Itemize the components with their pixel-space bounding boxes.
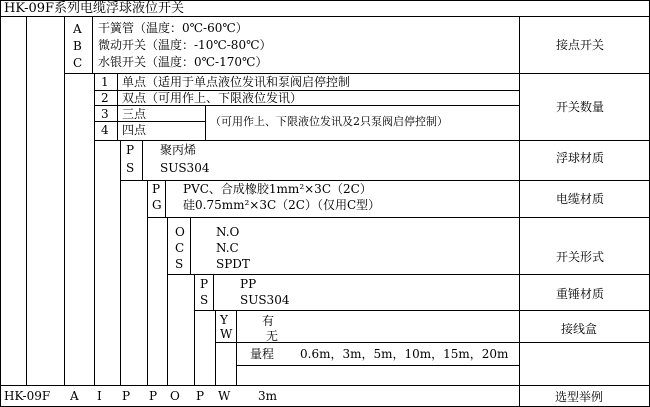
example-model: HK-09F <box>4 389 51 403</box>
box-item-yes: 有 <box>262 314 275 328</box>
count-item-double: 双点（可用作上、下限液位发讯） <box>122 91 303 105</box>
count-item-quad: 四点 <box>122 123 147 137</box>
length-label: 量程 <box>250 347 275 361</box>
weight-code-p: P <box>200 277 209 291</box>
weight-item-pp: PP <box>240 277 257 291</box>
example-code-count: I <box>97 389 102 403</box>
form-label: 开关形式 <box>556 250 605 264</box>
example-code-contact: A <box>70 389 79 403</box>
contact-item-micro: 微动开关（温度：-10℃-80℃） <box>98 38 272 52</box>
float-item-pp: 聚丙烯 <box>160 143 197 157</box>
contact-code-c: C <box>73 56 83 70</box>
weight-item-sus: SUS304 <box>240 293 290 307</box>
form-code-s: S <box>175 257 184 271</box>
box-code-w: W <box>220 327 233 341</box>
example-code-form: O <box>170 389 180 403</box>
contact-label: 接点开关 <box>556 38 605 52</box>
cable-code-g: G <box>152 198 162 212</box>
example-code-cable: P <box>149 389 158 403</box>
float-code-p: P <box>126 143 135 157</box>
box-code-y: Y <box>220 313 228 327</box>
cable-code-p: P <box>152 182 161 196</box>
example-code-weight: P <box>196 389 205 403</box>
count-note: （可用作上、下限液位发讯及2只泵阀启停控制） <box>210 115 448 128</box>
length-values: 0.6m，3m，5m，10m，15m，20m <box>300 347 509 361</box>
example-code-float: P <box>122 389 131 403</box>
contact-code-a: A <box>73 22 82 36</box>
form-item-nc: N.C <box>216 241 239 255</box>
count-item-single: 单点（适用于单点液位发讯和泵阀启停控制 <box>122 75 351 89</box>
contact-item-reed: 干簧管（温度：0℃-60℃） <box>98 21 248 35</box>
float-item-sus: SUS304 <box>160 161 210 175</box>
example-code-length: 3m <box>258 389 278 403</box>
cable-item-silicone: 硅0.75mm²×3C（2C）（仅用C型） <box>183 198 381 212</box>
float-code-s: S <box>126 161 135 175</box>
count-code-1: 1 <box>101 75 109 89</box>
box-item-no: 无 <box>266 329 279 343</box>
example-label: 选型举例 <box>555 390 604 404</box>
count-code-4: 4 <box>101 123 109 137</box>
form-item-spdt: SPDT <box>216 257 250 271</box>
example-code-box: W <box>218 389 231 403</box>
cable-item-pvc: PVC、合成橡胶1mm²×3C（2C） <box>183 182 372 196</box>
count-item-triple: 三点 <box>122 107 147 121</box>
form-code-c: C <box>175 241 185 255</box>
float-label: 浮球材质 <box>556 151 605 165</box>
form-code-o: O <box>175 225 185 239</box>
page-title: HK-09F系列电缆浮球液位开关 <box>4 1 185 16</box>
count-label: 开关数量 <box>556 100 605 114</box>
weight-label: 重锤材质 <box>556 287 605 301</box>
box-label: 接线盒 <box>561 322 598 336</box>
cable-label: 电缆材质 <box>556 192 605 206</box>
contact-item-mercury: 水银开关（温度：0℃-170℃） <box>98 55 268 69</box>
form-item-no: N.O <box>216 225 240 239</box>
count-code-2: 2 <box>101 91 109 105</box>
contact-code-b: B <box>73 39 82 53</box>
weight-code-s: S <box>200 293 209 307</box>
count-code-3: 3 <box>101 107 109 121</box>
